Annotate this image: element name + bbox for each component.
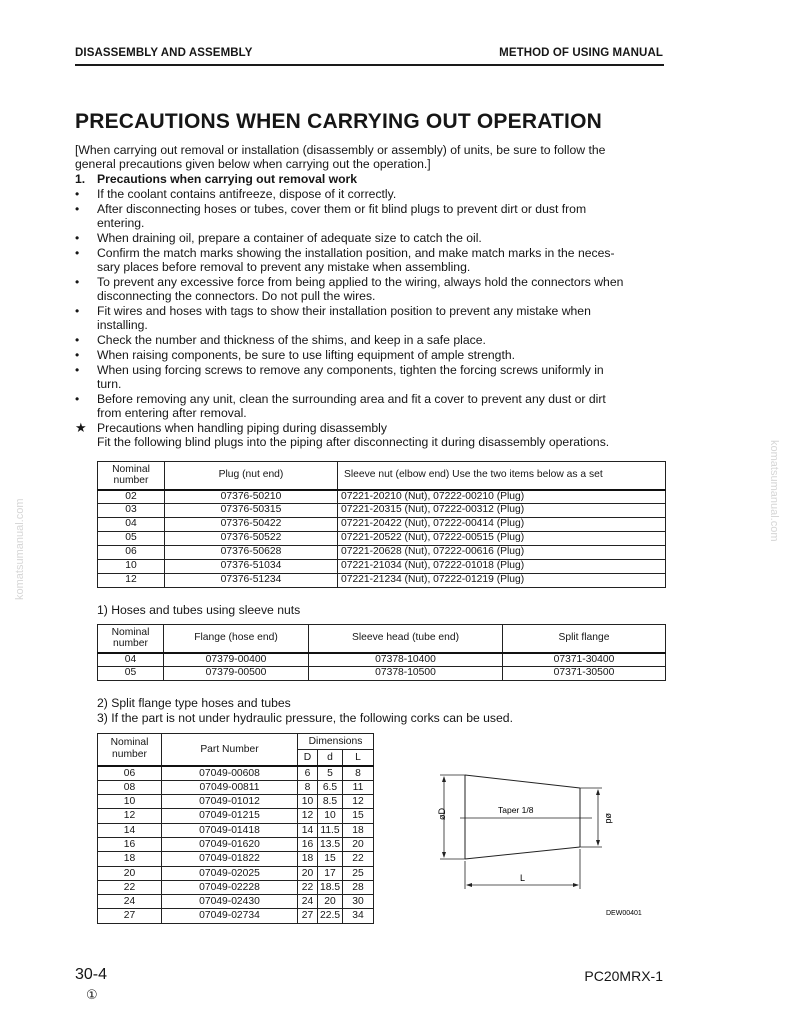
table-cell: 07049-02228 <box>162 880 298 894</box>
table-cell: 07049-02734 <box>162 909 298 923</box>
bullet-text: When using forcing screws to remove any components, tighten the forcing screws uniformly in <box>97 363 604 377</box>
page-number: 30-4 <box>75 966 108 983</box>
table-cell: 07049-02430 <box>162 895 298 909</box>
table-cell: 07378-10500 <box>309 667 503 681</box>
table-cell: 18 <box>98 852 162 866</box>
table-row <box>98 518 666 532</box>
table-cell: 28 <box>343 880 374 894</box>
table-cell: 8 <box>298 780 318 794</box>
table-cell: 07221-20628 (Nut), 07222-00616 (Plug) <box>338 546 666 560</box>
table-cell: 07376-50628 <box>165 546 338 560</box>
table-cell: 20 <box>298 866 318 880</box>
table-cell: 13.5 <box>318 837 343 851</box>
table-cell: 11 <box>343 780 374 794</box>
table-cell: 03 <box>98 504 165 518</box>
arrow-head <box>466 883 472 887</box>
bullet-dot: • <box>75 275 80 289</box>
bullet-text: If the coolant contains antifreeze, dispose of it correctly. <box>97 187 397 201</box>
col-header-d: d <box>318 750 343 766</box>
table-cell: 30 <box>343 895 374 909</box>
intro-line: [When carrying out removal or installation (disassembly or assembly) of units, be sure to follow the <box>75 143 606 157</box>
table-cell: 07049-02025 <box>162 866 298 880</box>
table-cell: 8 <box>343 766 374 781</box>
table-cell: 10 <box>98 560 165 574</box>
sleeve-nut-table <box>97 624 666 681</box>
table-cell: 15 <box>318 852 343 866</box>
table-row <box>98 852 374 866</box>
table-cell: 07376-50315 <box>165 504 338 518</box>
bullet-text: from entering after removal. <box>97 406 247 420</box>
cork-diagram <box>420 765 650 925</box>
table-cell: 11.5 <box>318 823 343 837</box>
col-header-sleeve-nut: Sleeve nut (elbow end) Use the two items below as a set <box>338 462 666 490</box>
col-header-D: D <box>298 750 318 766</box>
table-row <box>98 795 374 809</box>
bullet-dot: • <box>75 392 80 406</box>
item-1: 1) Hoses and tubes using sleeve nuts <box>97 603 301 617</box>
table-cell: 07221-20315 (Nut), 07222-00312 (Plug) <box>338 504 666 518</box>
table-row <box>98 780 374 794</box>
bullet-text: Confirm the match marks showing the installation position, and make match marks in the neces- <box>97 246 615 260</box>
bullet-text: When raising components, be sure to use lifting equipment of ample strength. <box>97 348 515 362</box>
col-header-split-flange: Split flange <box>503 625 666 653</box>
col-header-dimensions: Dimensions <box>298 734 374 750</box>
table-cell: 04 <box>98 518 165 532</box>
bullet-text: disconnecting the connectors. Do not pull the wires. <box>97 289 376 303</box>
page-title: PRECAUTIONS WHEN CARRYING OUT OPERATION <box>75 110 602 133</box>
table-cell: 16 <box>298 837 318 851</box>
bullet-text: installing. <box>97 318 148 332</box>
bullet-text: When draining oil, prepare a container of adequate size to catch the oil. <box>97 231 482 245</box>
table-cell: 12 <box>98 809 162 823</box>
bullet-dot: • <box>75 202 80 216</box>
table-row <box>98 546 666 560</box>
table-cell: 10 <box>318 809 343 823</box>
table-cell: 14 <box>298 823 318 837</box>
table-cell: 06 <box>98 546 165 560</box>
table-row <box>98 560 666 574</box>
table-cell: 8.5 <box>318 795 343 809</box>
table-cell: 05 <box>98 667 164 681</box>
table-cell: 16 <box>98 837 162 851</box>
watermark-left: komatsumanual.com <box>14 498 26 600</box>
label-L: L <box>520 873 526 883</box>
bullet-text: Before removing any unit, clean the surrounding area and fit a cover to prevent any dust or dirt <box>97 392 606 406</box>
bullet-dot: • <box>75 231 80 245</box>
table-cell: 24 <box>98 895 162 909</box>
blind-plug-table <box>97 461 666 588</box>
table-cell: 07221-20522 (Nut), 07222-00515 (Plug) <box>338 532 666 546</box>
table-header-row <box>98 462 666 490</box>
col-header-nominal: Nominal number <box>98 734 162 766</box>
table-cell: 10 <box>298 795 318 809</box>
table-cell: 07049-00811 <box>162 780 298 794</box>
star-note-title: Precautions when handling piping during disassembly <box>97 421 387 435</box>
header-rule <box>75 64 664 66</box>
bullet-text: Fit wires and hoses with tags to show their installation position to prevent any mistake when <box>97 304 591 318</box>
table-cell: 07371-30500 <box>503 667 666 681</box>
table-cell: 07376-50522 <box>165 532 338 546</box>
table-cell: 07049-01620 <box>162 837 298 851</box>
table-cell: 07221-21234 (Nut), 07222-01219 (Plug) <box>338 574 666 588</box>
table-row <box>98 823 374 837</box>
table-cell: 08 <box>98 780 162 794</box>
bullet-text: sary places before removal to prevent any mistake when assembling. <box>97 260 471 274</box>
table-cell: 34 <box>343 909 374 923</box>
bullet-text: To prevent any excessive force from being applied to the wiring, always hold the connectors when <box>97 275 624 289</box>
table-cell: 07378-10400 <box>309 653 503 667</box>
table-cell: 14 <box>98 823 162 837</box>
bullet-text: entering. <box>97 216 145 230</box>
table-cell: 22.5 <box>318 909 343 923</box>
header-left: DISASSEMBLY AND ASSEMBLY <box>75 47 253 59</box>
arrow-head <box>573 883 579 887</box>
bullet-dot: • <box>75 363 80 377</box>
table-row <box>98 766 374 781</box>
table-row <box>98 866 374 880</box>
col-header-part-number: Part Number <box>162 734 298 766</box>
star-icon: ★ <box>75 420 87 435</box>
table-cell: 6.5 <box>318 780 343 794</box>
cork-top-edge <box>465 775 580 788</box>
table-cell: 5 <box>318 766 343 781</box>
table-cell: 27 <box>298 909 318 923</box>
star-note-text: Fit the following blind plugs into the piping after disconnecting it during disassembly operations. <box>97 435 610 449</box>
table-row <box>98 532 666 546</box>
table-cell: 18 <box>298 852 318 866</box>
table-cell: 07221-20210 (Nut), 07222-00210 (Plug) <box>338 490 666 504</box>
table-cell: 07049-00608 <box>162 766 298 781</box>
table-row <box>98 837 374 851</box>
col-header-sleeve-head: Sleeve head (tube end) <box>309 625 503 653</box>
bullet-text: After disconnecting hoses or tubes, cover them or fit blind plugs to prevent dirt or dust from <box>97 202 587 216</box>
table-cell: 27 <box>98 909 162 923</box>
table-cell: 07376-50210 <box>165 490 338 504</box>
intro-line: general precautions given below when carrying out the operation.] <box>75 157 431 171</box>
item-2: 2) Split flange type hoses and tubes <box>97 696 291 710</box>
table-cell: 07049-01822 <box>162 852 298 866</box>
table-cell: 05 <box>98 532 165 546</box>
table-cell: 18.5 <box>318 880 343 894</box>
label-d: ød <box>604 813 614 824</box>
table-header-row <box>98 734 374 750</box>
table-cell: 07221-21034 (Nut), 07222-01018 (Plug) <box>338 560 666 574</box>
bullet-text: turn. <box>97 377 122 391</box>
bullet-dot: • <box>75 187 80 201</box>
table-cell: 20 <box>318 895 343 909</box>
table-cell: 02 <box>98 490 165 504</box>
table-cell: 22 <box>98 880 162 894</box>
table-row <box>98 490 666 504</box>
label-D: øD <box>437 808 447 820</box>
label-taper: Taper 1/8 <box>498 805 534 815</box>
table-cell: 12 <box>98 574 165 588</box>
bullet-dot: • <box>75 348 80 362</box>
table-cell: 07371-30400 <box>503 653 666 667</box>
table-cell: 17 <box>318 866 343 880</box>
table-cell: 18 <box>343 823 374 837</box>
arrow-head <box>596 840 600 846</box>
table-cell: 07376-50422 <box>165 518 338 532</box>
table-header-row <box>98 625 666 653</box>
diagram-code: DEW00401 <box>606 910 642 917</box>
col-header-flange: Flange (hose end) <box>164 625 309 653</box>
table-row <box>98 909 374 923</box>
section-title: Precautions when carrying out removal work <box>97 172 358 186</box>
col-header-nominal: Nominal number <box>98 462 165 490</box>
table-cell: 15 <box>343 809 374 823</box>
table-row <box>98 504 666 518</box>
model-number: PC20MRX-1 <box>584 968 663 984</box>
table-cell: 06 <box>98 766 162 781</box>
table-cell: 10 <box>98 795 162 809</box>
table-cell: 22 <box>298 880 318 894</box>
arrow-head <box>596 789 600 795</box>
table-row <box>98 880 374 894</box>
item-3: 3) If the part is not under hydraulic pressure, the following corks can be used. <box>97 711 513 725</box>
revision-mark: ① <box>86 987 98 1002</box>
col-header-plug: Plug (nut end) <box>165 462 338 490</box>
header-right: METHOD OF USING MANUAL <box>499 47 663 59</box>
table-cell: 07049-01418 <box>162 823 298 837</box>
table-cell: 25 <box>343 866 374 880</box>
table-row <box>98 667 666 681</box>
table-cell: 24 <box>298 895 318 909</box>
table-cell: 07049-01012 <box>162 795 298 809</box>
col-header-L: L <box>343 750 374 766</box>
table-cell: 04 <box>98 653 164 667</box>
table-cell: 20 <box>98 866 162 880</box>
table-cell: 07221-20422 (Nut), 07222-00414 (Plug) <box>338 518 666 532</box>
table-row <box>98 574 666 588</box>
table-cell: 07049-01215 <box>162 809 298 823</box>
section-number: 1. <box>75 172 86 186</box>
table-cell: 6 <box>298 766 318 781</box>
table-cell: 20 <box>343 837 374 851</box>
table-cell: 22 <box>343 852 374 866</box>
table-cell: 07379-00400 <box>164 653 309 667</box>
arrow-head <box>442 776 446 782</box>
table-row <box>98 895 374 909</box>
table-cell: 07376-51034 <box>165 560 338 574</box>
table-cell: 12 <box>298 809 318 823</box>
bullet-dot: • <box>75 304 80 318</box>
table-cell: 12 <box>343 795 374 809</box>
bullet-text: Check the number and thickness of the shims, and keep in a safe place. <box>97 333 486 347</box>
table-row <box>98 653 666 667</box>
col-header-nominal: Nominal number <box>98 625 164 653</box>
table-cell: 07379-00500 <box>164 667 309 681</box>
table-row <box>98 809 374 823</box>
watermark-right: komatsumanual.com <box>768 440 780 542</box>
bullet-dot: • <box>75 246 80 260</box>
table-cell: 07376-51234 <box>165 574 338 588</box>
cork-table <box>97 733 374 924</box>
bullet-dot: • <box>75 333 80 347</box>
cork-bottom-edge <box>465 847 580 859</box>
arrow-head <box>442 852 446 858</box>
